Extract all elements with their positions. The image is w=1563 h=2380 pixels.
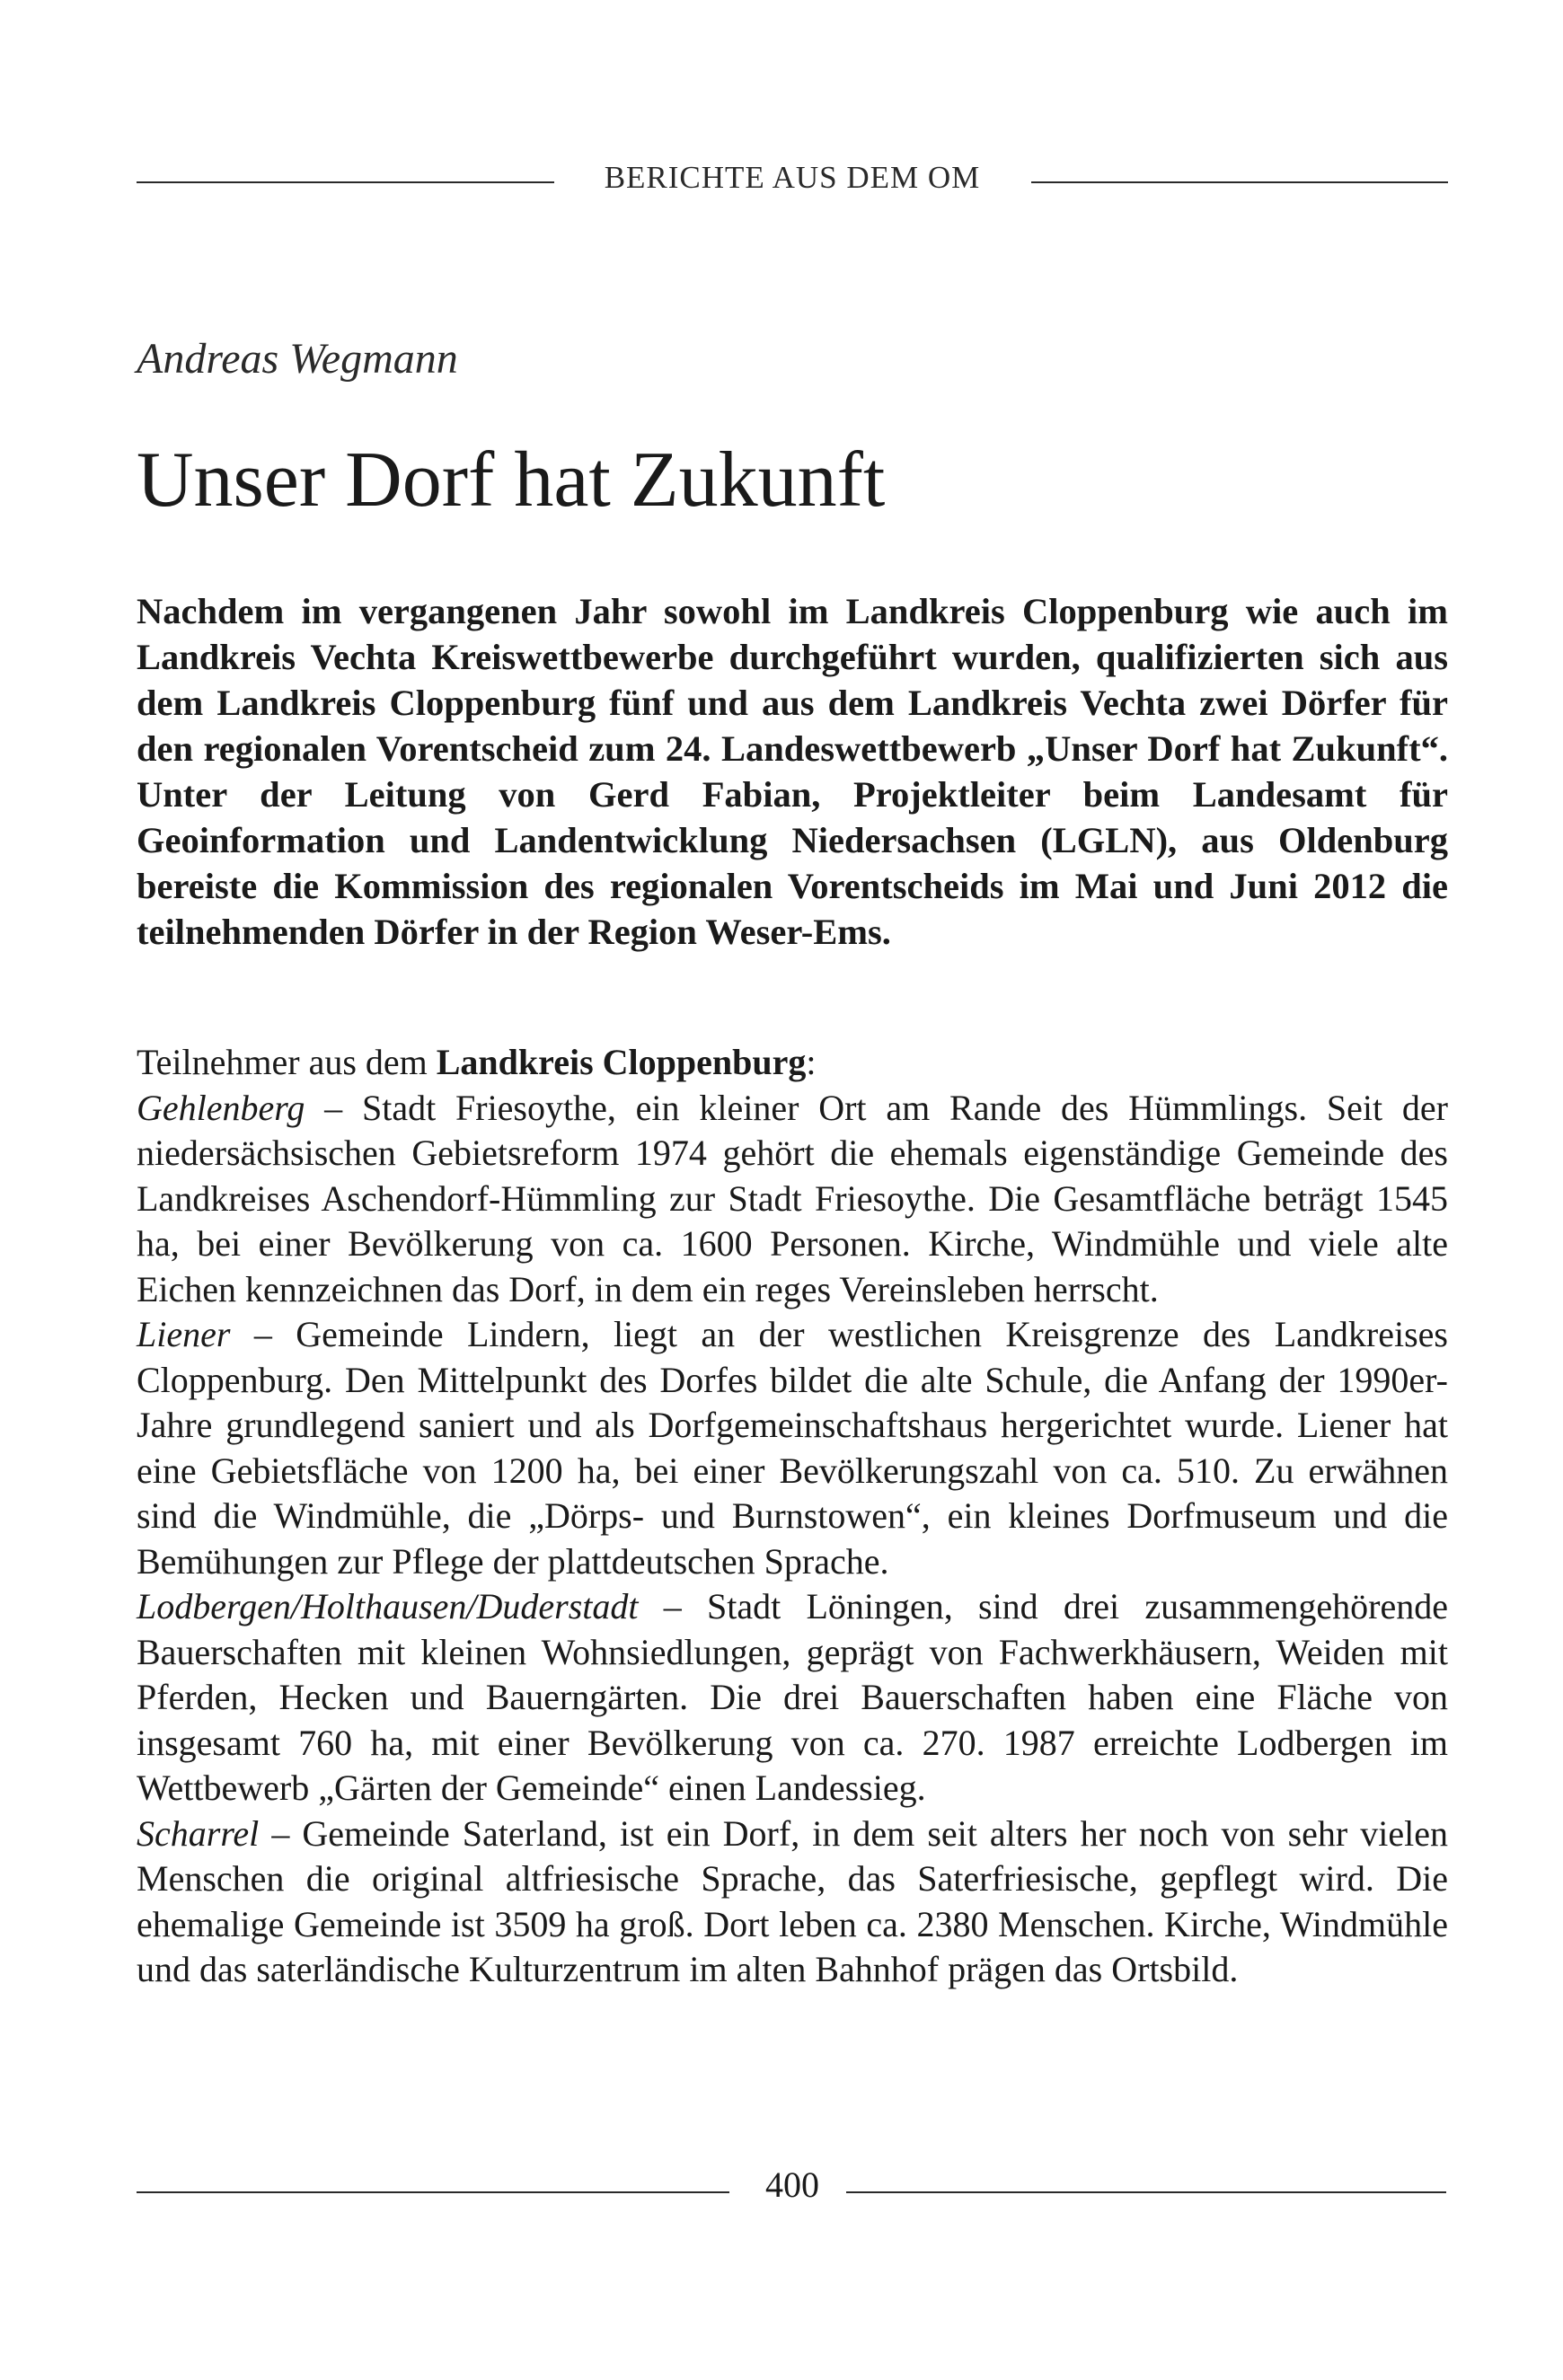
article-body	[137, 1040, 1448, 1993]
village-description: – Gemeinde Lindern, liegt an der westlichen Kreisgrenze des Landkreises Cloppenburg. Den Mittelpunkt des Dorfes bildet die alte Schule, die Anfang der 1990er-Jahre grundlegend saniert und als Dorfgemeinschaftshaus hergerichtet wurde. Liener hat eine Gebietsfläche von 1200 ha, bei einer Bevölkerungszahl von ca. 510. Zu erwähnen sind die Windmühle, die „Dörps- und Burnstowen“, ein kleines Dorfmuseum und die Bemühungen zur Pflege der plattdeutschen Sprache.	[137, 1314, 1448, 1582]
running-header-text: BERICHTE AUS DEM OM	[592, 160, 993, 195]
village-description: – Gemeinde Saterland, ist ein Dorf, in dem seit alters her noch von sehr vielen Menschen die original altfriesische Sprache, das Saterfriesische, gepflegt wird. Die ehemalige Gemeinde ist 3509 ha groß. Dort leben ca. 2380 Menschen. Kirche, Windmühle und das saterländische Kulturzentrum im alten Bahnhof prägen das Ortsbild.	[137, 1812, 1448, 1989]
village-name: Scharrel	[137, 1812, 260, 1854]
village-entry	[137, 1584, 1448, 1811]
village-name: Liener	[137, 1314, 231, 1354]
participants-intro	[137, 1040, 1448, 1086]
village-entry	[137, 1312, 1448, 1584]
village-name: Gehlenberg	[137, 1087, 305, 1128]
participants-intro-region: Landkreis Cloppenburg	[436, 1042, 807, 1082]
village-name: Lodbergen/Holthausen/Duderstadt	[137, 1586, 639, 1626]
running-header	[137, 160, 1448, 196]
article-lead: Nachdem im vergangenen Jahr sowohl im Landkreis Cloppenburg wie auch im Landkreis Vechta Kreiswettbewerbe durchgeführt wurden, qualifizierten sich aus dem Landkreis Cloppenburg fünf und aus dem Landkreis Vechta zwei Dörfer für den regionalen Vorentscheid zum 24. Landeswettbewerb „Unser Dorf hat Zukunft“. Unter der Leitung von Gerd Fabian, Projektleiter beim Landesamt für Geoinformation und Landentwicklung Niedersachsen (LGLN), aus Oldenburg bereiste die Kommission des regionalen Vorentscheids im Mai und Juni 2012 die teilnehmenden Dörfer in der Region Weser-Ems.	[137, 591, 1448, 952]
village-entry	[137, 1811, 1448, 1993]
village-description: – Stadt Friesoythe, ein kleiner Ort am Rande des Hümmlings. Seit der niedersächsischen Gebietsreform 1974 gehört die ehemals eigenständige Gemeinde des Landkreises Aschendorf-Hümmling zur Stadt Friesoythe. Die Gesamtfläche beträgt 1545 ha, bei einer Bevölkerung von ca. 1600 Personen. Kirche, Windmühle und viele alte Eichen kennzeichnen das Dorf, in dem ein reges Vereinsleben herrscht.	[137, 1087, 1448, 1309]
village-entry	[137, 1086, 1448, 1313]
participants-intro-suffix: :	[806, 1042, 817, 1082]
participants-intro-prefix: Teilnehmer aus dem	[137, 1042, 437, 1082]
article-author: Andreas Wegmann	[137, 335, 458, 383]
article-title: Unser Dorf hat Zukunft	[137, 436, 886, 524]
village-description: – Stadt Löningen, sind drei zusammengehörende Bauerschaften mit kleinen Wohnsiedlungen, geprägt von Fachwerkhäusern, Weiden mit Pferden, Hecken und Bauerngärten. Die drei Bauerschaften haben eine Fläche von insgesamt 760 ha, mit einer Bevölkerung von ca. 270. 1987 erreichte Lodbergen im Wettbewerb „Gärten der Gemeinde“ einen Landessieg.	[137, 1586, 1448, 1808]
page-number: 400	[765, 2164, 819, 2205]
